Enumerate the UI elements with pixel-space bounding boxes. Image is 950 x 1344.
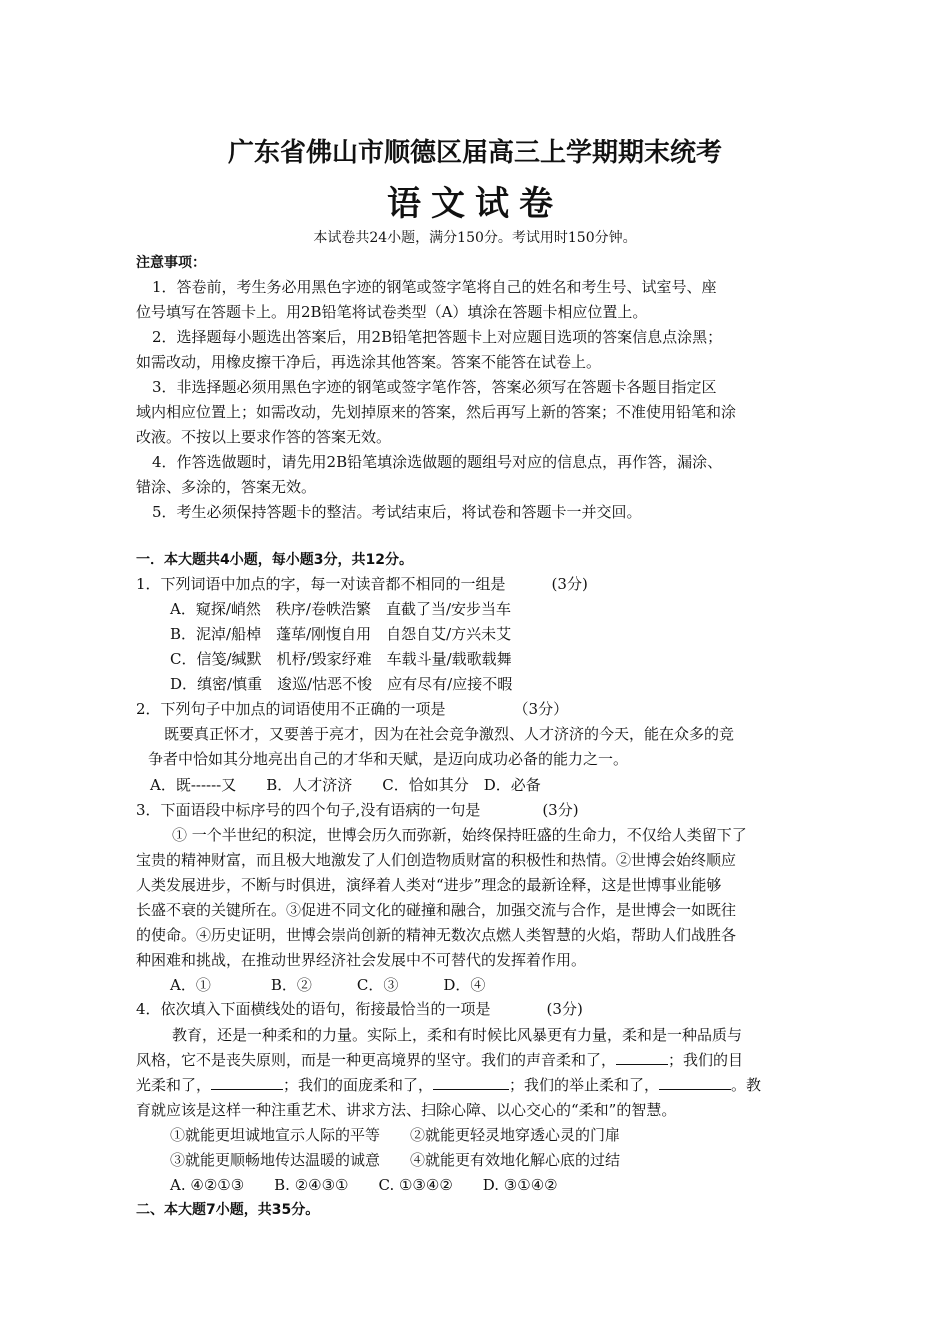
- fill-blank[interactable]: [616, 1050, 668, 1065]
- q2-passage-line: 既要真正怀才，又要善于亮才，因为在社会竞争激烈、人才济济的今天，能在众多的竞: [164, 725, 735, 743]
- q3-score: (3分): [542, 801, 579, 819]
- q4-text: 光柔和了，: [136, 1076, 212, 1094]
- notice-line: 位号填写在答题卡上。用2B铅笔将试卷类型（A）填涂在答题卡相应位置上。: [136, 303, 648, 321]
- q4-choice-line: ①就能更坦诚地宣示人际的平等 ②就能更轻灵地穿透心灵的门扉: [170, 1126, 621, 1144]
- q4-passage-line: 教育，还是一种柔和的力量。实际上，柔和有时候比风暴更有力量，柔和是一种品质与: [172, 1026, 743, 1044]
- q4-text: 风格，它不是丧失原则，而是一种更高境界的坚守。我们的声音柔和了，: [136, 1051, 617, 1069]
- page-title: 广东省佛山市顺德区届高三上学期期末统考: [227, 138, 722, 168]
- q3-passage-line: 宝贵的精神财富，而且极大地激发了人们创造物质财富的积极性和热情。②世博会始终顺应: [136, 851, 737, 869]
- q4-text: 。教: [731, 1076, 762, 1094]
- q1-stem: 1．下列词语中加点的字，每一对读音都不相同的一组是: [136, 575, 506, 593]
- q4-options: A. ④②①③ B. ②④③① C. ①③④② D. ③①④②: [170, 1176, 558, 1194]
- q4-score: (3分): [546, 1000, 583, 1018]
- notice-line: 改液。不按以上要求作答的答案无效。: [136, 428, 392, 446]
- q1-option: A．窥探/峭然 秩序/卷帙浩繁 直截了当/安步当车: [170, 600, 511, 618]
- notice-line: 2．选择题每小题选出答案后，用2B铅笔把答题卡上对应题目选项的答案信息点涂黑；: [152, 328, 723, 346]
- section2-heading: 二、本大题7小题，共35分。: [136, 1202, 320, 1218]
- notice-line: 5．考生必须保持答题卡的整洁。考试结束后，将试卷和答题卡一并交回。: [152, 503, 642, 521]
- notice-line: 1．答卷前，考生务必用黑色字迹的钢笔或签字笔将自己的姓名和考生号、试室号、座: [152, 278, 717, 296]
- q4-text: ；我们的面庞柔和了，: [283, 1076, 434, 1094]
- q2-stem-line: [136, 699, 816, 719]
- q4-passage-line: 育就应该是这样一种注重艺术、讲求方法、扫除心障、以心交心的“柔和”的智慧。: [136, 1101, 677, 1119]
- q3-passage-line: 人类发展进步，不断与时俱进，演绎着人类对“进步”理念的最新诠释，这是世博事业能够: [136, 876, 722, 894]
- fill-blank[interactable]: [433, 1075, 509, 1090]
- notice-line: 域内相应位置上；如需改动，先划掉原来的答案，然后再写上新的答案；不准使用铅笔和涂: [136, 403, 737, 421]
- q4-text: ；我们的举止柔和了，: [509, 1076, 660, 1094]
- q4-text: ；我们的目: [668, 1051, 744, 1069]
- notice-line: 3．非选择题必须用黑色字迹的钢笔或签字笔作答，答案必须写在答题卡各题目指定区: [152, 378, 717, 396]
- q3-passage-line: 的使命。④历史证明，世博会崇尚创新的精神无数次点燃人类智慧的火焰，帮助人们战胜各: [136, 926, 737, 944]
- q1-stem-line: [136, 574, 816, 594]
- q2-passage-line: 争者中恰如其分地亮出自己的才华和天赋，是迈向成功必备的能力之一。: [148, 750, 629, 768]
- q3-passage-line: 种困难和挑战，在推动世界经济社会发展中不可替代的发挥着作用。: [136, 951, 587, 969]
- section1-heading: 一．本大题共4小题，每小题3分，共12分。: [136, 552, 413, 568]
- q2-options: A．既------又 B．人才济济 C．恰如其分 D．必备: [150, 776, 541, 794]
- fill-blank[interactable]: [659, 1075, 731, 1090]
- q4-stem: 4．依次填入下面横线处的语句，衔接最恰当的一项是: [136, 1000, 491, 1018]
- q1-option: C．信笺/缄默 机杼/毁家纾难 车载斗量/载歌载舞: [170, 650, 512, 668]
- notice-line: 错涂、多涂的，答案无效。: [136, 478, 317, 496]
- fill-blank[interactable]: [211, 1075, 283, 1090]
- q3-stem: 3．下面语段中标序号的四个句子,没有语病的一句是: [136, 801, 481, 819]
- q1-score: (3分): [551, 575, 588, 593]
- q1-option: D．缜密/慎重 逡巡/怙恶不悛 应有尽有/应接不暇: [170, 675, 513, 693]
- q3-stem-line: [136, 800, 816, 820]
- q1-option: B．泥淖/船棹 蓬荜/刚愎自用 自怨自艾/方兴未艾: [170, 625, 512, 643]
- notice-line: 4．作答选做题时，请先用2B铅笔填涂选做题的题组号对应的信息点，再作答，漏涂、: [152, 453, 723, 471]
- q4-choice-line: ③就能更顺畅地传达温暖的诚意 ④就能更有效地化解心底的过结: [170, 1151, 621, 1169]
- exam-intro: 本试卷共24小题，满分150分。考试用时150分钟。: [313, 230, 637, 246]
- q4-passage-line: [136, 1050, 816, 1070]
- q4-passage-line: [136, 1075, 816, 1095]
- q2-stem: 2．下列句子中加点的词语使用不正确的一项是: [136, 700, 446, 718]
- q3-passage-line: ① 一个半世纪的积淀，世博会历久而弥新，始终保持旺盛的生命力，不仅给人类留下了: [172, 826, 747, 844]
- q3-passage-line: 长盛不衰的关键所在。③促进不同文化的碰撞和融合，加强交流与合作，是世博会一如既往: [136, 901, 737, 919]
- q4-stem-line: [136, 999, 816, 1019]
- q3-options: A．① B．② C．③ D．④: [170, 976, 486, 994]
- q2-score: （3分）: [513, 700, 569, 718]
- notice-line: 如需改动，用橡皮擦干净后，再选涂其他答案。答案不能答在试卷上。: [136, 353, 602, 371]
- notice-heading: 注意事项：: [136, 255, 206, 271]
- page-subtitle: 语文试卷: [387, 184, 563, 224]
